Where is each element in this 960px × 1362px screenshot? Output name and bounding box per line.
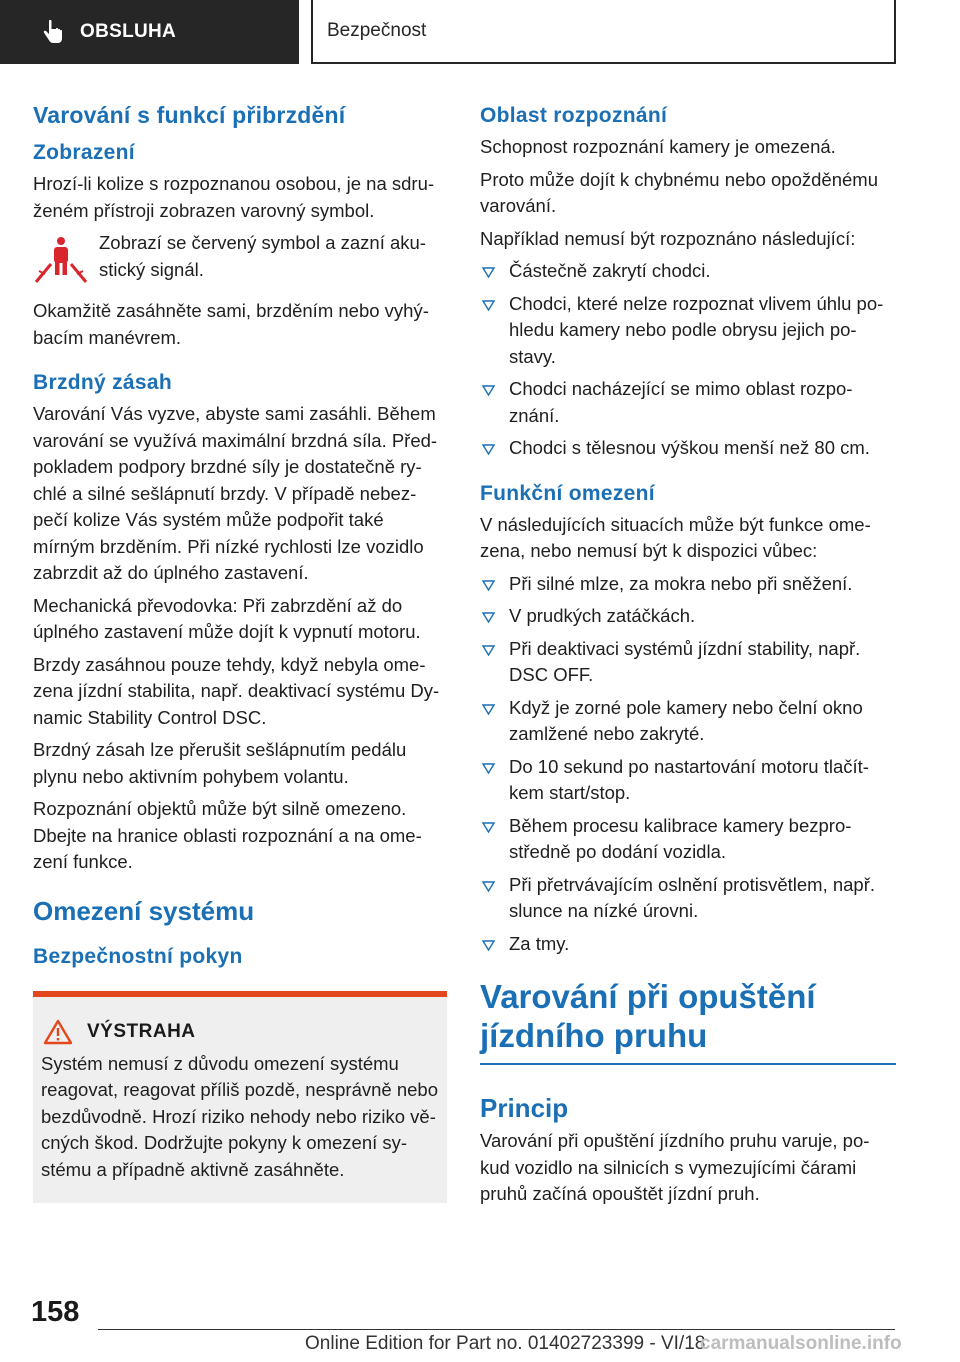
- list-item: Chodci, které nelze rozpoznat vlivem úhlu po-hledu kamery nebo podle obrysu jejich po-stavy.: [480, 291, 896, 371]
- oblast-paragraph: Proto může dojít k chybnému nebo opožděnému varování.: [480, 168, 878, 216]
- page-number: 158: [31, 1296, 80, 1328]
- footer-divider: [98, 1329, 895, 1330]
- triangle-bullet-icon: [482, 580, 495, 591]
- chapter-tab: [0, 0, 299, 64]
- triangle-bullet-icon: [482, 267, 495, 278]
- list-item: Když je zorné pole kamery nebo čelní okno zamlžené nebo zakryté.: [480, 695, 896, 748]
- funkcni-heading: Funkční omezení: [480, 481, 655, 505]
- list-item: Do 10 sekund po nastartování motoru tlačít-kem start/stop.: [480, 754, 896, 807]
- page-header: [0, 0, 960, 66]
- chapter-heading: Varování při opuštění jízdního pruhu: [480, 977, 896, 1065]
- warning-label: VÝSTRAHA: [87, 1020, 196, 1042]
- symbol-row: [33, 230, 449, 286]
- list-item: Při přetrvávajícím oslnění protisvětlem, např. slunce na nízké úrovni.: [480, 872, 896, 925]
- pedestrian-warning-icon: [33, 230, 89, 286]
- funkcni-list: [480, 571, 896, 958]
- list-item: Částečně zakrytí chodci.: [480, 258, 896, 285]
- triangle-bullet-icon: [482, 612, 495, 623]
- princip-paragraph: Varování při opuštění jízdního pruhu varuje, po-kud vozidlo na silnicích s vymezujícími čárami pruhů začíná opouštět jízdní pruh.: [480, 1130, 870, 1204]
- zobrazeni-heading: Zobrazení: [33, 141, 135, 164]
- oblast-paragraph: Schopnost rozpoznání kamery je omezená.: [480, 136, 836, 157]
- list-item: Během procesu kalibrace kamery bezpro-středně po dodání vozidla.: [480, 813, 896, 866]
- brzdny-paragraph: Brzdy zasáhnou pouze tehdy, když nebyla ome-zena jízdní stabilita, např. deaktivací systému Dy-namic Stability Control DSC.: [33, 653, 440, 728]
- oblast-heading: Oblast rozpoznání: [480, 104, 668, 127]
- watermark: carmanualsonline.info: [700, 1333, 902, 1354]
- list-item: Za tmy.: [480, 931, 896, 958]
- right-column: [480, 96, 896, 1214]
- triangle-bullet-icon: [482, 822, 495, 833]
- warning-box: [33, 991, 447, 1204]
- warning-triangle-icon: [43, 1019, 73, 1045]
- list-item: V prudkých zatáčkách.: [480, 603, 896, 630]
- edition-note: Online Edition for Part no. 01402723399 - VI/18: [305, 1333, 706, 1354]
- left-column: [33, 96, 449, 1203]
- warning-text: Systém nemusí z důvodu omezení systému reagovat, reagovat příliš pozdě, nesprávně nebo bezdůvodně. Hrozí riziko nehody nebo riziko vě-cných škod. Dodržujte pokyny k omezení sy-stému a případně aktivně zasáhněte.: [41, 1052, 438, 1180]
- funkcni-paragraph: V následujících situacích může být funkce ome-zena, nebo nemusí být k dispozici vůbec:: [480, 513, 871, 561]
- warning-header: [41, 1019, 439, 1045]
- hand-pointer-icon: [40, 19, 66, 45]
- triangle-bullet-icon: [482, 881, 495, 892]
- triangle-bullet-icon: [482, 385, 495, 396]
- triangle-bullet-icon: [482, 444, 495, 455]
- triangle-bullet-icon: [482, 300, 495, 311]
- section-title: Varování s funkcí přibrzdění: [33, 102, 346, 128]
- brzdny-heading: Brzdný zásah: [33, 371, 172, 394]
- triangle-bullet-icon: [482, 704, 495, 715]
- triangle-bullet-icon: [482, 645, 495, 656]
- list-item: Chodci s tělesnou výškou menší než 80 cm.: [480, 435, 896, 462]
- chapter-label: OBSLUHA: [80, 21, 177, 42]
- brzdny-paragraph: Brzdný zásah lze přerušit sešlápnutím pedálu plynu nebo aktivním pohybem volantu.: [33, 739, 407, 787]
- triangle-bullet-icon: [482, 763, 495, 774]
- list-item: Při deaktivaci systémů jízdní stability, např. DSC OFF.: [480, 636, 896, 689]
- safety-note-heading: Bezpečnostní pokyn: [33, 944, 243, 968]
- oblast-paragraph: Například nemusí být rozpoznáno následující:: [480, 227, 856, 249]
- princip-heading: Princip: [480, 1093, 569, 1123]
- oblast-list: [480, 258, 896, 462]
- brzdny-paragraph: Rozpoznání objektů může být silně omezeno. Dbejte na hranice oblasti rozpoznání a na ome-zení funkce.: [33, 798, 422, 872]
- brzdny-paragraph: Varování Vás vyzve, abyste sami zasáhli. Během varování se využívá maximální brzdná síla. Před-pokladem podpory brzdné síly je dostatečně ry-chlé a silné sešlápnutí brzdy. V případě nebez-pečí kolize Vás systém může podpořit také mírným brzděním. Při nízké rychlosti lze vozidlo zabrzdit až do úplného zastavení.: [33, 403, 438, 583]
- zobrazeni-action: Okamžitě zasáhněte sami, brzděním nebo vyhý-bacím manévrem.: [33, 300, 429, 348]
- brzdny-paragraph: Mechanická převodovka: Při zabrzdění až do úplného zastavení může dojít k vypnutí motoru.: [33, 594, 421, 642]
- zobrazeni-paragraph: Hrozí-li kolize s rozpoznanou osobou, je na sdru-ženém přístroji zobrazen varovný symbol.: [33, 173, 435, 221]
- list-item: Při silné mlze, za mokra nebo při sněžení.: [480, 571, 896, 598]
- list-item: Chodci nacházející se mimo oblast rozpo-znání.: [480, 376, 896, 429]
- symbol-description: Zobrazí se červený symbol a zazní aku-stický signál.: [99, 232, 426, 280]
- section-label: Bezpečnost: [311, 0, 896, 64]
- omezeni-heading: Omezení systému: [33, 895, 255, 926]
- triangle-bullet-icon: [482, 940, 495, 951]
